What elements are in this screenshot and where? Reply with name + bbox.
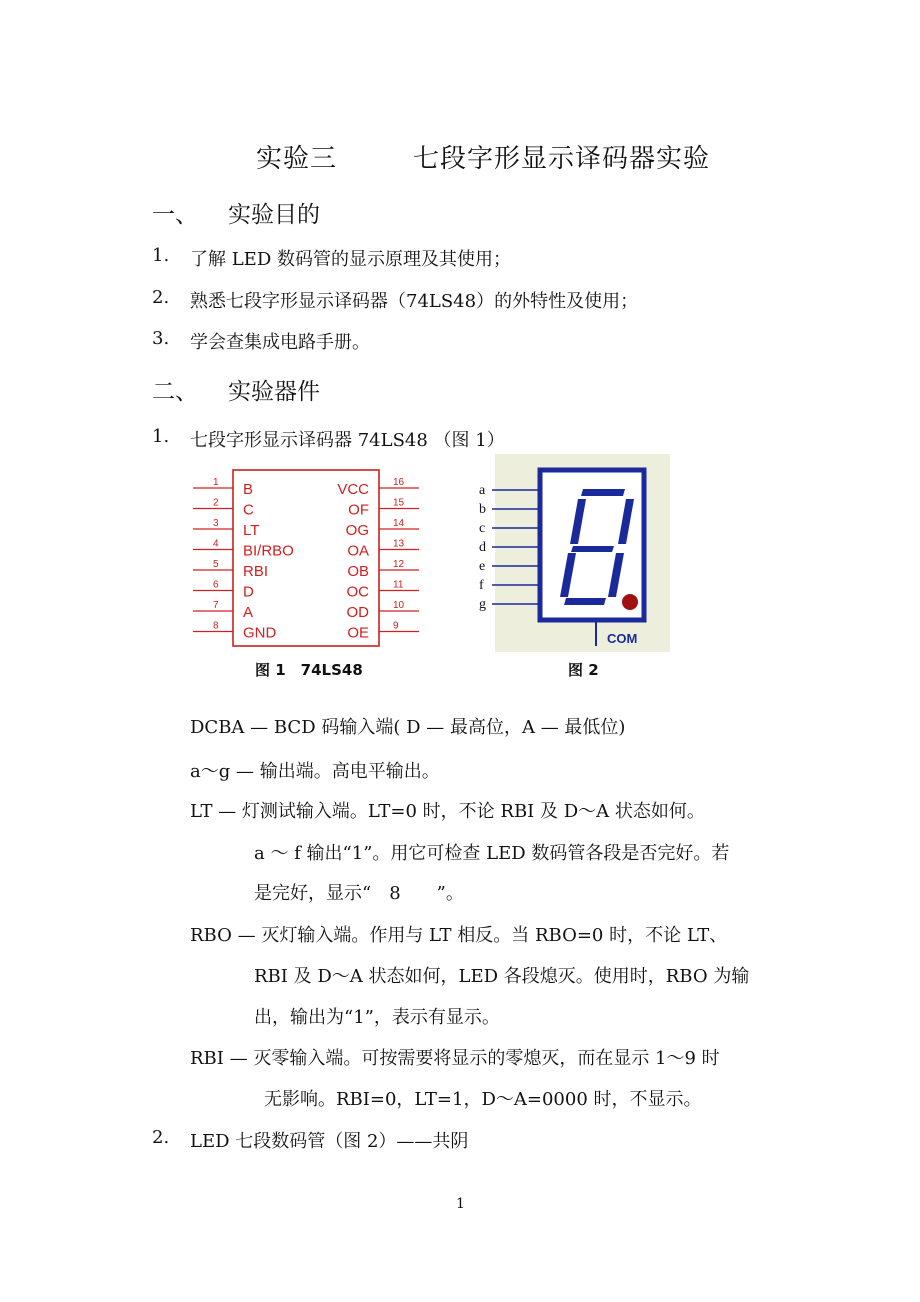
chip-pin-number: 13 xyxy=(393,538,405,550)
chip-pin-label: OE xyxy=(347,624,369,642)
chip-pin-label: LT xyxy=(243,522,260,539)
segment-letter: d xyxy=(479,540,486,555)
desc-dcba: DCBA — BCD 码输入端( D — 最高位，A — 最低位) xyxy=(190,717,626,738)
desc-rbo-cont2: 出，输出为“1”，表示有显示。 xyxy=(254,1007,500,1028)
chip-right-pins xyxy=(337,477,419,642)
desc-lt-cont2: 是完好，显示“ 8 ”。 xyxy=(254,883,464,904)
objective-1-text: 了解 LED 数码管的显示原理及其使用； xyxy=(190,249,511,270)
desc-lt: LT — 灯测试输入端。LT=0 时，不论 RBI 及 D～A 状态如何。 xyxy=(190,801,705,822)
section2-title: 实验器件 xyxy=(228,379,320,405)
chip-pin-number: 15 xyxy=(393,497,405,509)
chip-pin-number: 12 xyxy=(393,559,405,570)
segment-letter: f xyxy=(479,578,484,593)
desc-rbo: RBO — 灭灯输入端。作用与 LT 相反。当 RBO=0 时，不论 LT、 xyxy=(190,925,728,946)
device1-number: 1. xyxy=(152,426,170,447)
chip-pin-label: C xyxy=(243,501,254,519)
section2-number: 二、 xyxy=(152,379,198,405)
chip-pin-number: 14 xyxy=(393,518,405,529)
segment-letter: b xyxy=(479,502,486,517)
segment-letter: e xyxy=(479,559,486,574)
objective-2-text: 熟悉七段字形显示译码器（74LS48）的外特性及使用； xyxy=(190,291,639,312)
segment-letter: c xyxy=(479,521,486,536)
chip-pin-number: 9 xyxy=(393,620,399,632)
chip-pin-number: 11 xyxy=(393,579,404,591)
chip-pin-label: BI/RBO xyxy=(243,542,294,560)
chip-pin-number: 2 xyxy=(213,497,219,509)
chip-pin-number: 16 xyxy=(393,477,405,488)
device1-text: 七段字形显示译码器 74LS48 （图 1） xyxy=(190,430,505,451)
chip-pin-label: OC xyxy=(346,583,369,601)
desc-rbi: RBI — 灭零输入端。可按需要将显示的零熄灭，而在显示 1～9 时 xyxy=(190,1048,720,1069)
chip-pin-number: 5 xyxy=(213,559,219,570)
desc-rbo-cont1: RBI 及 D～A 状态如何，LED 各段熄灭。使用时，RBO 为输 xyxy=(254,966,750,987)
chip-pin-number: 1 xyxy=(213,477,219,488)
segment-letter: g xyxy=(479,597,486,612)
chip-pin-label: RBI xyxy=(243,563,269,580)
figure1-caption: 图 1 74LS48 xyxy=(255,661,363,679)
chip-pin-label: OG xyxy=(345,522,369,539)
chip-pin-number: 6 xyxy=(213,579,219,591)
chip-pin-label: B xyxy=(243,481,254,498)
decimal-point xyxy=(622,594,638,610)
objective-2-number: 2. xyxy=(152,287,170,308)
chip-74ls48-diagram xyxy=(193,466,423,686)
chip-pin-label: OD xyxy=(346,604,369,621)
seven-segment-diagram xyxy=(470,452,670,652)
segment-a xyxy=(581,489,625,496)
chip-pin-number: 8 xyxy=(213,620,219,632)
chip-pin-number: 4 xyxy=(213,538,219,550)
section1-title: 实验目的 xyxy=(228,202,320,228)
chip-pin-number: 7 xyxy=(213,600,219,611)
chip-pin-label: A xyxy=(243,604,254,621)
figure2-caption: 图 2 xyxy=(568,661,599,679)
page-title-right: 七段字形显示译码器实验 xyxy=(413,144,711,174)
chip-left-pins xyxy=(193,477,294,642)
chip-pin-label: GND xyxy=(243,624,277,642)
objective-3-number: 3. xyxy=(152,328,170,349)
segment-g xyxy=(571,546,614,552)
objective-3-text: 学会查集成电路手册。 xyxy=(190,332,370,353)
segment-d xyxy=(564,598,606,605)
desc-rbi-cont: 无影响。RBI=0，LT=1，D～A=0000 时，不显示。 xyxy=(264,1089,702,1110)
chip-pin-label: D xyxy=(243,583,254,601)
chip-pin-label: VCC xyxy=(337,481,369,498)
device2-text: LED 七段数码管（图 2）——共阴 xyxy=(190,1131,469,1152)
page-title-left: 实验三 xyxy=(256,144,338,174)
chip-pin-label: OB xyxy=(347,563,369,580)
desc-outputs: a～g — 输出端。高电平输出。 xyxy=(190,761,440,782)
device2-number: 2. xyxy=(152,1127,170,1148)
chip-pin-label: OA xyxy=(347,542,369,560)
segment-letter: a xyxy=(479,483,486,498)
com-label: COM xyxy=(607,631,638,646)
objective-1-number: 1. xyxy=(152,245,170,266)
section1-number: 一、 xyxy=(152,202,198,228)
desc-lt-cont1: a ～ f 输出“1”。用它可检查 LED 数码管各段是否完好。若 xyxy=(254,843,730,864)
page-number: 1 xyxy=(456,1196,465,1212)
chip-pin-number: 3 xyxy=(213,518,219,529)
chip-pin-number: 10 xyxy=(393,600,405,611)
chip-pin-label: OF xyxy=(348,501,369,519)
